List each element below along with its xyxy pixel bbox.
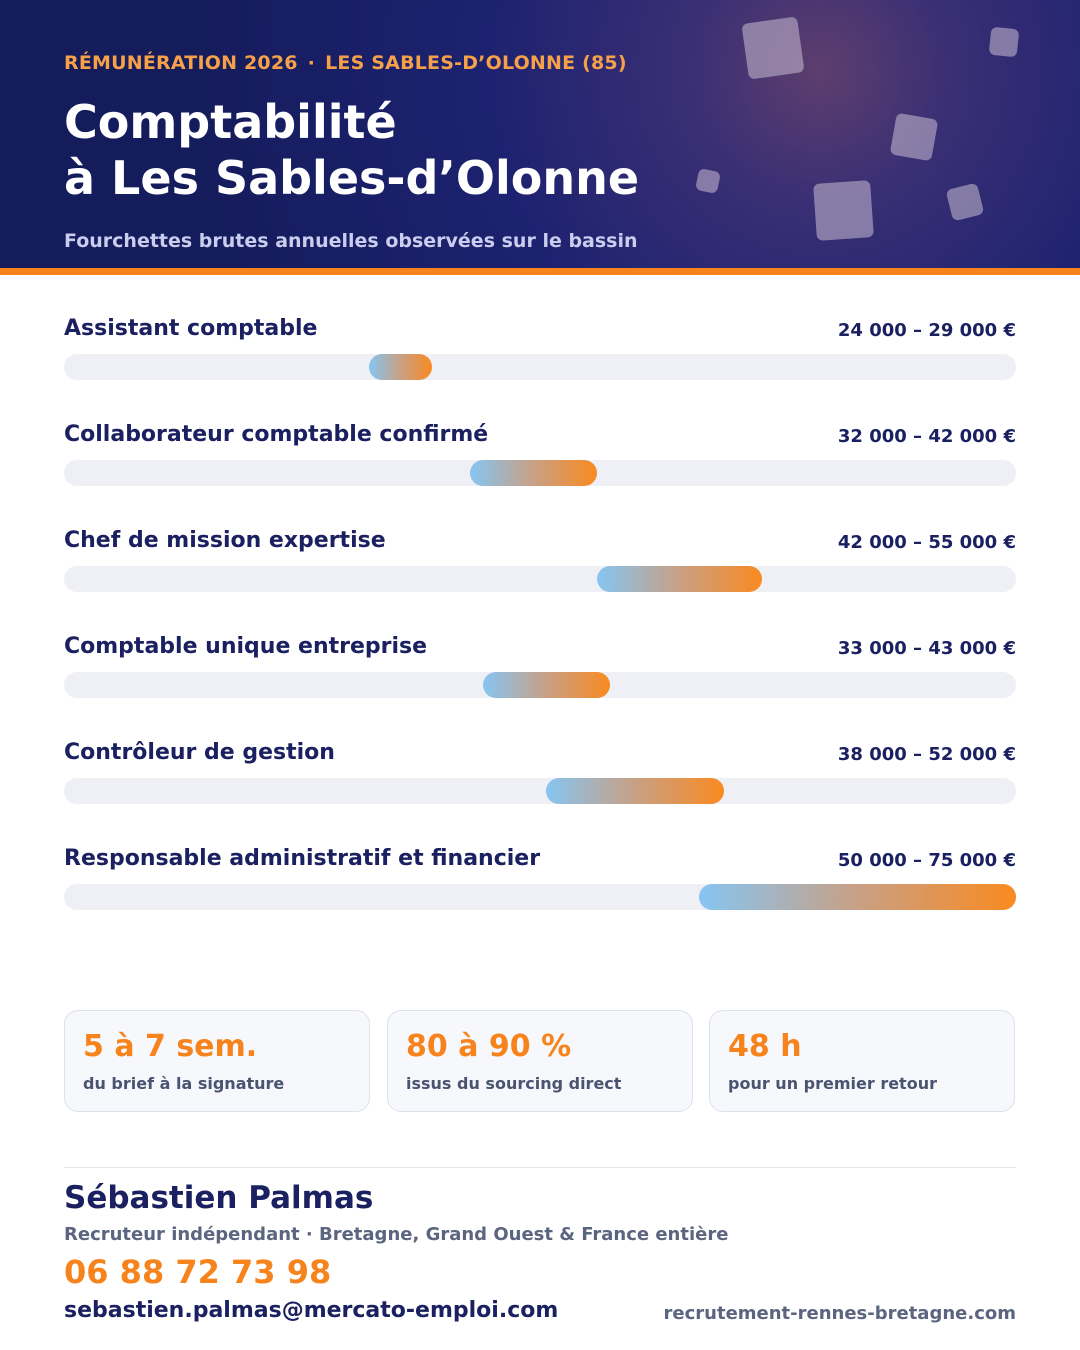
header-kicker [64,52,627,74]
decorative-square [741,16,804,79]
decorative-square [695,168,721,194]
stat-value: 80 à 90 % [406,1029,572,1064]
contact-website[interactable]: recrutement-rennes-bretagne.com [663,1303,1016,1324]
category-label: Chef de mission expertise [64,528,386,553]
chart-row [64,634,1016,740]
header-banner [0,0,1080,268]
page-title [64,94,639,206]
range-track [64,778,1016,804]
range-label: 33 000 – 43 000 € [837,638,1016,659]
chart-row [64,846,1016,952]
range-label: 24 000 – 29 000 € [837,320,1016,341]
decorative-square [890,113,939,162]
stat-card-delay [64,1010,370,1112]
category-label: Assistant comptable [64,316,318,341]
decorative-square [989,27,1020,58]
contact-role: Recruteur indépendant · Bretagne, Grand Ouest & France entière [64,1224,729,1245]
title-line-2: à Les Sables-d’Olonne [64,151,640,205]
range-label: 32 000 – 42 000 € [837,426,1016,447]
page-subtitle: Fourchettes brutes annuelles observées sur le bassin [64,230,638,252]
range-track [64,354,1016,380]
kicker-topic: RÉMUNÉRATION 2026 [64,52,298,74]
footer-divider [64,1167,1016,1168]
range-bar [546,778,724,804]
stat-value: 48 h [728,1029,802,1064]
chart-row [64,422,1016,528]
range-label: 38 000 – 52 000 € [837,744,1016,765]
contact-phone[interactable]: 06 88 72 73 98 [64,1253,332,1291]
chart-row [64,740,1016,846]
category-label: Collaborateur comptable confirmé [64,422,489,447]
chart-row [64,316,1016,422]
contact-name: Sébastien Palmas [64,1180,374,1216]
decorative-square [946,183,985,222]
range-track [64,884,1016,910]
kicker-separator: · [307,52,316,74]
contact-email[interactable]: sebastien.palmas@mercato-emploi.com [64,1298,559,1323]
range-track [64,460,1016,486]
stat-caption: pour un premier retour [728,1074,937,1093]
range-track [64,566,1016,592]
range-bar [369,354,432,380]
stat-card-sourcing [387,1010,693,1112]
stat-caption: issus du sourcing direct [406,1074,622,1093]
stats-row [64,1010,1016,1114]
category-label: Responsable administratif et financier [64,846,541,871]
decorative-square [813,180,874,241]
range-label: 50 000 – 75 000 € [837,850,1016,871]
header-accent-rule [0,268,1080,275]
stat-caption: du brief à la signature [83,1074,285,1093]
kicker-location: LES SABLES-D’OLONNE (85) [325,52,627,74]
category-label: Comptable unique entreprise [64,634,428,659]
chart-row [64,528,1016,634]
range-bar [597,566,762,592]
range-label: 42 000 – 55 000 € [837,532,1016,553]
stat-value: 5 à 7 sem. [83,1029,258,1064]
range-bar [483,672,610,698]
salary-range-chart [64,316,1016,952]
title-line-1: Comptabilité [64,95,397,149]
stat-card-response [709,1010,1015,1112]
range-bar [470,460,597,486]
category-label: Contrôleur de gestion [64,740,335,765]
range-bar [699,884,1016,910]
range-track [64,672,1016,698]
